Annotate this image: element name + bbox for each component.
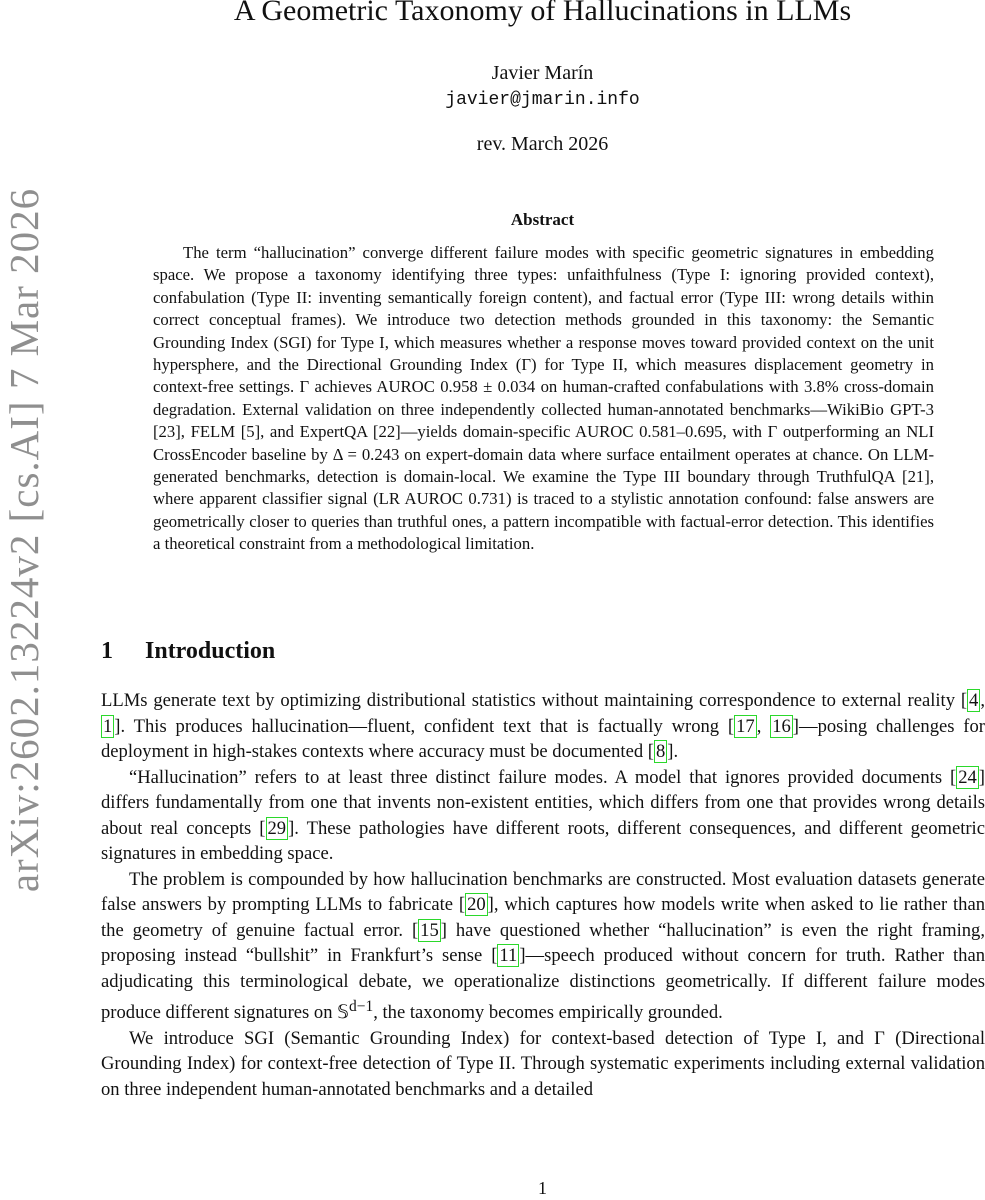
citation-link[interactable]: 24 [958,766,977,788]
citation-link[interactable]: 17 [736,715,755,737]
introduction-body [101,688,985,1102]
citation-link[interactable]: 8 [655,741,666,762]
citation-link[interactable]: 1 [103,715,113,737]
hypersphere-symbol: 𝕊$^{d-1}$ [337,998,374,1024]
section-title: Introduction [145,638,276,664]
revision-date: rev. March 2026 [476,133,609,155]
abstract-heading: Abstract [510,210,575,229]
page-number: 1 [538,1178,547,1198]
citation-link[interactable]: 4 [969,690,979,711]
paragraph-3: The problem is compounded by how hallucination benchmarks are constructed. Most evaluation datasets generate false answers by prompting LLMs to fabricate [ 20 ], which captures how models write when asked to lie rather than the geometry of genuine factual error. [ 15 ] have questioned whether “hallucination” is even the right framing, proposing instead “bullshit” in Frankfurt’s sense [ 11 ]—speech produced without concern for truth. Rather than adjudicating this terminological debate, we operationalize distinctions geometrically. If different failure modes produce different signatures on 𝕊$^{d-1}$, the taxonomy becomes empirically grounded. [101,868,985,1024]
citation-link[interactable]: 29 [267,817,287,839]
citation-link[interactable]: 11 [499,945,518,966]
paragraph-1: LLMs generate text by optimizing distributional statistics without maintaining correspondence to external reality [ 4 , 1 ]. This produces hallucination—fluent, confident text that is factually wrong [ 17 , 16 ]—posing challenges for deployment in high-stakes contexts where accuracy must be documented [ 8 ]. [101,690,985,762]
paper-title: A Geometric Taxonomy of Hallucinations in LLMs [233,0,852,27]
author-email[interactable]: javier@jmarin.info [445,90,640,110]
section-heading [101,638,275,665]
arxiv-identifier-stamp: arXiv:2602.13224v2 [cs.AI] 7 Mar 2026 [1,187,47,893]
paragraph-2: “Hallucination” refers to at least three distinct failure modes. A model that ignores provided documents [ 24 ] differs fundamentally from one that invents non-existent entities, which differs from one that provides wrong details about real concepts [ 29 ]. These pathologies have different roots, different consequences, and different geometric signatures in embedding space. [101,766,985,864]
citation-link[interactable]: 15 [420,919,439,941]
citation-link[interactable]: 16 [772,715,791,737]
citation-link[interactable]: 20 [467,894,486,915]
paragraph-4: We introduce SGI (Semantic Grounding Index) for context-based detection of Type I, and Γ (Directional Grounding Index) for context-free detection of Type II. Through systematic experiments including external validation on three independent human-annotated benchmarks and a detailed [101,1027,985,1100]
abstract-text: The term “hallucination” converge different failure modes with specific geometric signatures in embedding space. We propose a taxonomy identifying three types: unfaithfulness (Type I: ignoring provided context), confabulation (Type II: inventing semantically foreign content), and factual error (Type III: wrong details within correct conceptual frames). We introduce two detection methods grounded in this taxonomy: the Semantic Grounding Index (SGI) for Type I, which measures whether a response moves toward provided context on the unit hypersphere, and the Directional Grounding Index (Γ) for Type II, which measures displacement geometry in context-free settings. Γ achieves AUROC 0.958 ± 0.034 on human-crafted confabulations with 3.8% cross-domain degradation. External validation on three independently collected human-annotated benchmarks—WikiBio GPT-3 [23], FELM [5], and ExpertQA [22]—yields domain-specific AUROC 0.581–0.695, with Γ outperforming an NLI CrossEncoder baseline by Δ = 0.243 on expert-domain data where surface entailment operates at chance. On LLM-generated benchmarks, detection is domain-local. We examine the Type III boundary through TruthfulQA [21], where apparent classifier signal (LR AUROC 0.731) is traced to a stylistic annotation confound: false answers are geometrically closer to queries than truthful ones, a pattern incompatible with factual-error detection. This identifies a theoretical constraint from a methodological limitation. [153,243,934,554]
author-name: Javier Marín [491,62,594,84]
section-number: 1 [101,638,113,664]
